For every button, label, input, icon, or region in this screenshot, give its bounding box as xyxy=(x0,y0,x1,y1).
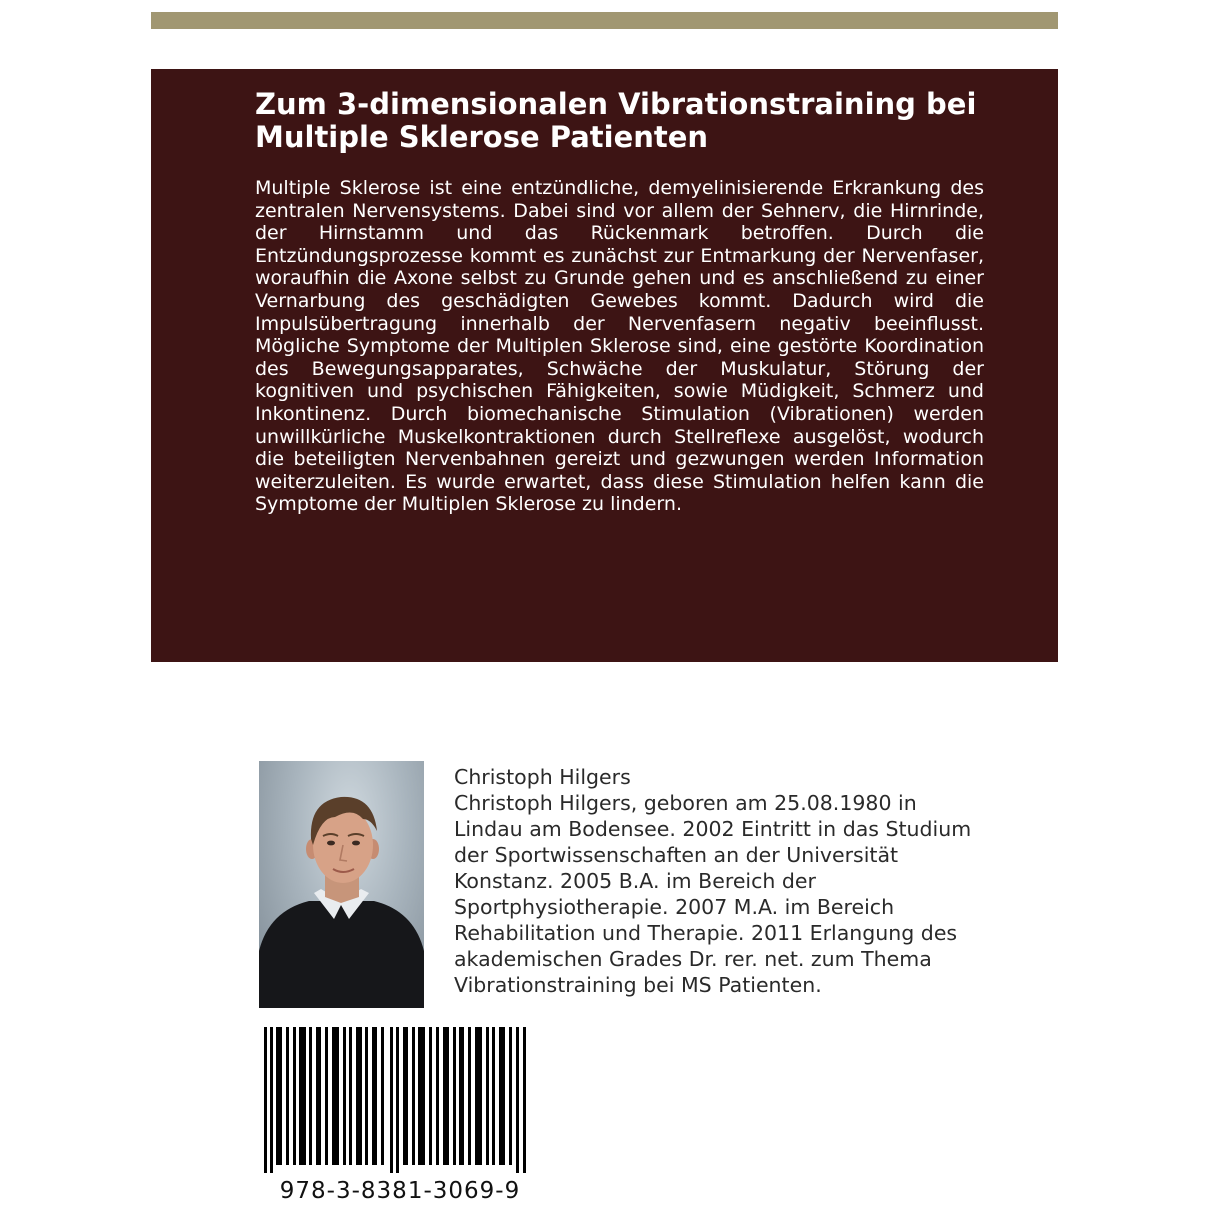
author-name: Christoph Hilgers xyxy=(454,765,631,789)
isbn-number: 978-3-8381-3069-9 xyxy=(279,1178,521,1204)
book-blurb: Multiple Sklerose ist eine entzündliche, demyelinisierende Erkrankung des zentralen Nervensystems. Dabei sind vor allem der Sehnerv, die Hirnrinde, der Hirnstamm und das Rückenmark betroffen. Durch die Entzündungsprozesse kommt es zunächst zur Entmarkung der Nervenfaser, woraufhin die Axone selbst zu Grunde gehen und es anschließend zu einer Vernarbung des geschädigten Gewebes kommt. Dadurch wird die Impulsübertragung innerhalb der Nervenfasern negativ beeinflusst. Mögliche Symptome der Multiplen Sklerose sind, eine gestörte Koordination des Bewegungsapparates, Schwäche der Muskulatur, Störung der kognitiven und psychischen Fähigkeiten, sowie Müdigkeit, Schmerz und Inkontinenz. Durch biomechanische Stimulation (Vibrationen) werden unwillkürliche Muskelkontraktionen durch Stellreflexe ausgelöst, wodurch die beteiligten Nervenbahnen gereizt und gezwungen werden Information weiterzuleiten. Es wurde erwartet, dass diese Stimulation helfen kann die Symptome der Multiplen Sklerose zu lindern. xyxy=(255,177,984,516)
author-bio: Christoph Hilgers, geboren am 25.08.1980 in Lindau am Bodensee. 2002 Eintritt in das Studium der Sportwissenschaften an der Universität Konstanz. 2005 B.A. im Bereich der Sportphysiotherapie. 2007 M.A. im Bereich Rehabilitation und Therapie. 2011 Erlangung des akademischen Grades Dr. rer. net. zum Thema Vibrationstraining bei MS Patienten. xyxy=(454,791,972,997)
author-portrait-icon xyxy=(259,761,424,1008)
book-title: Zum 3-dimensionalen Vibrationstraining bei Multiple Sklerose Patienten xyxy=(255,87,977,154)
author-photo xyxy=(259,761,424,1008)
top-accent-bar xyxy=(151,12,1058,29)
barcode-icon xyxy=(264,1027,532,1173)
